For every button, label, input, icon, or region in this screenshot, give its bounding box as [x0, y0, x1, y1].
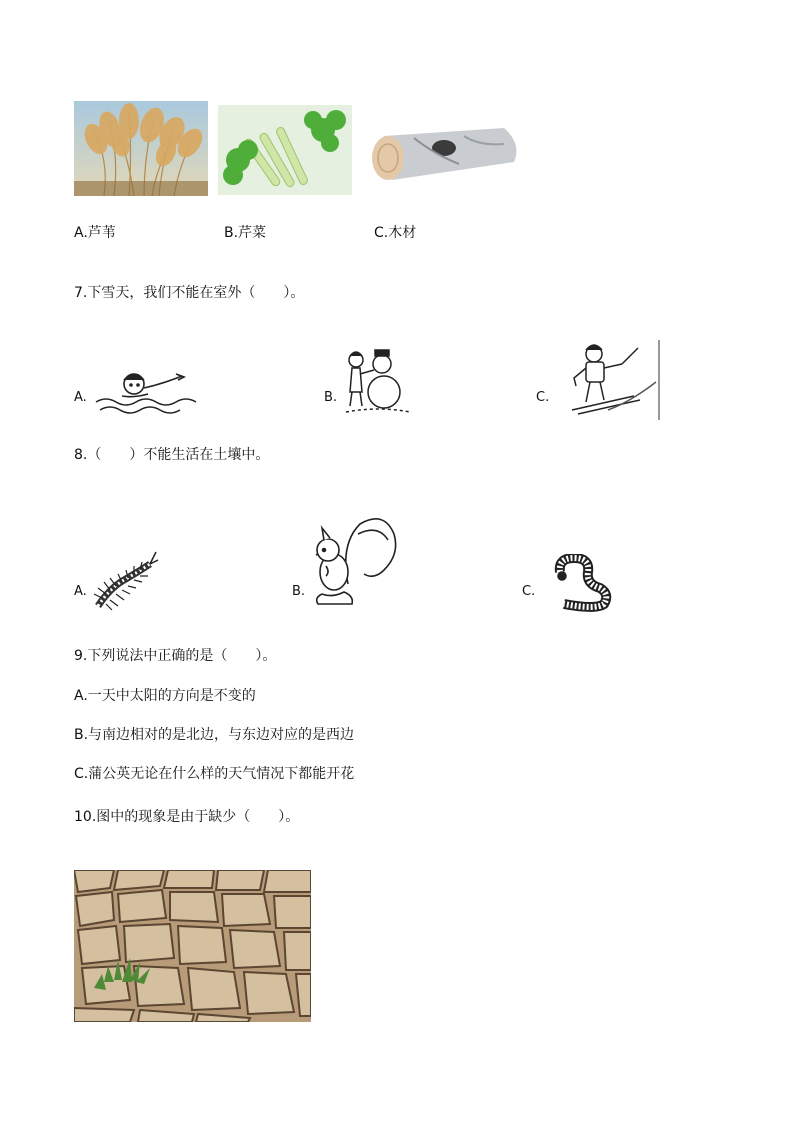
centipede-icon: [90, 548, 160, 612]
q9-option-b[interactable]: B.与南边相对的是北边，与东边对应的是西边: [74, 727, 355, 743]
celery-photo: [218, 105, 352, 195]
q9-option-a[interactable]: A.一天中太阳的方向是不变的: [74, 688, 256, 704]
q7-question: 7.下雪天，我们不能在室外（ ）。: [74, 285, 305, 301]
q9-option-c[interactable]: C.蒲公英无论在什么样的天气情况下都能开花: [74, 766, 355, 782]
q7-option-b[interactable]: B.: [324, 390, 338, 405]
cracked-dry-soil-photo: [74, 870, 311, 1022]
q8-option-a[interactable]: A.: [74, 584, 87, 599]
q8-option-b[interactable]: B.: [292, 584, 306, 599]
snowman-child-icon: [342, 344, 414, 416]
q7-option-a[interactable]: A.: [74, 390, 87, 405]
q8-question: 8.（ ）不能生活在土壤中。: [74, 447, 270, 463]
q6-option-a[interactable]: A.芦苇: [74, 225, 116, 241]
q9-question: 9.下列说法中正确的是（ ）。: [74, 648, 277, 664]
q6-option-b[interactable]: B.芹菜: [224, 225, 267, 241]
earthworm-icon: [548, 554, 614, 612]
swimming-child-icon: [92, 368, 198, 416]
q6-option-c[interactable]: C.木材: [374, 225, 417, 241]
reed-photo: [74, 101, 208, 196]
q10-question: 10.图中的现象是由于缺少（ ）。: [74, 809, 300, 825]
q8-option-c[interactable]: C.: [522, 584, 536, 599]
q7-option-c[interactable]: C.: [536, 390, 550, 405]
squirrel-icon: [308, 514, 398, 606]
skiing-child-icon: [568, 340, 660, 420]
log-photo: [364, 124, 524, 186]
